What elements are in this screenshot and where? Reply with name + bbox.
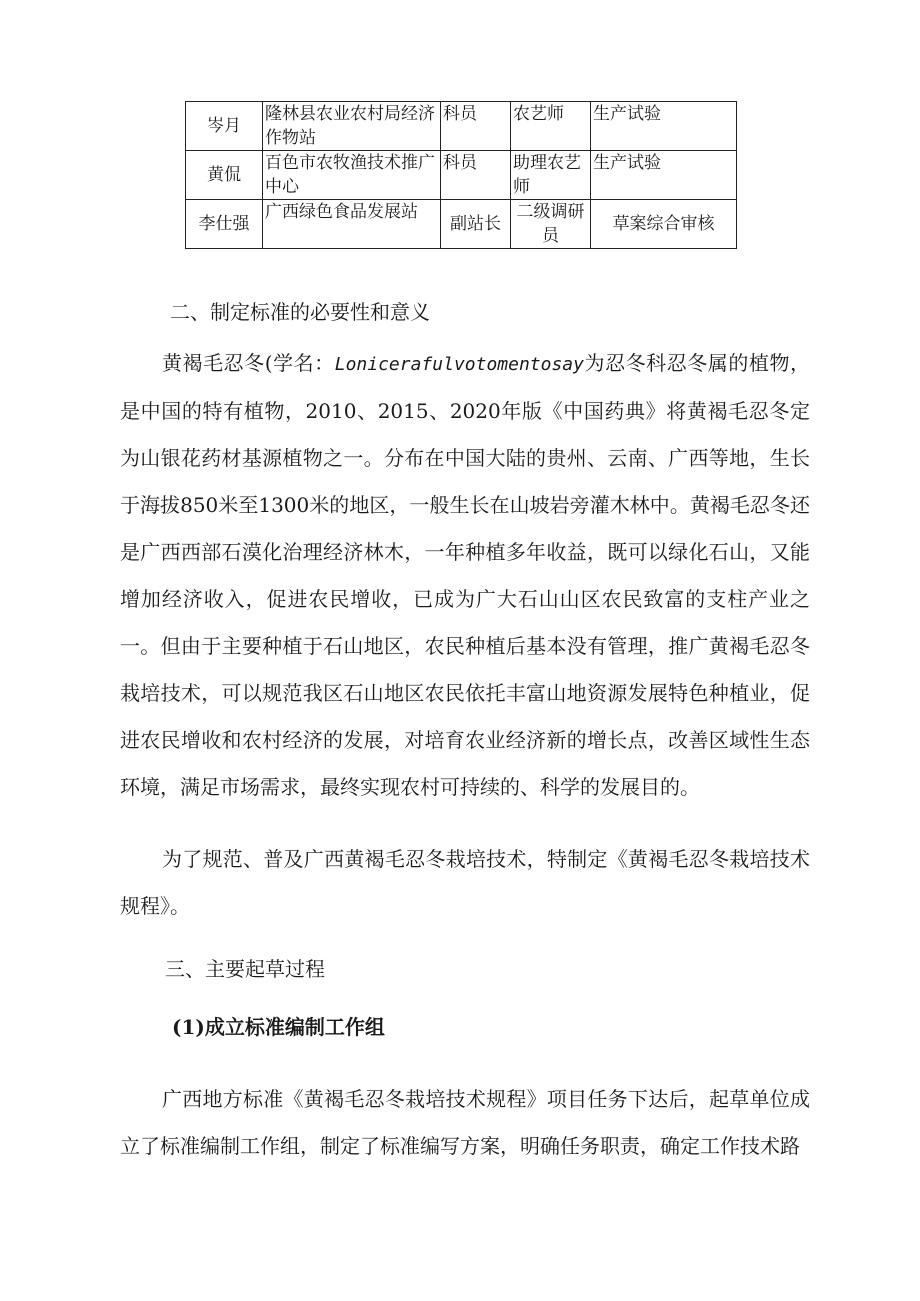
name-cell: 黄侃 [186, 151, 263, 200]
duty-cell: 生产试验 [591, 151, 737, 200]
title-cell: 二级调研员 [511, 200, 591, 249]
title-cell: 农艺师 [511, 102, 591, 151]
staff-table [185, 101, 737, 249]
para1-rest: 为忍冬科忍冬属的植物，是中国的特有植物，2010、2015、2020年版《中国药典》将黄褐毛忍冬定为山银花药材基源植物之一。分布在中国大陆的贵州、云南、广西等地，生长于海拔850米至1300米的地区，一般生长在山坡岩旁灌木林中。黄褐毛忍冬还是广西西部石漠化治理经济林木，一年种植多年收益，既可以绿化石山，又能增加经济收入，促进农民增收，已成为广大石山山区农民致富的支柱产业之一。但由于主要种植于石山地区，农民种植后基本没有管理，推广黄褐毛忍冬栽培技术，可以规范我区石山地区农民依托丰富山地资源发展特色种植业，促进农民增收和农村经济的发展，对培育农业经济新的增长点，改善区域性生态环境，满足市场需求，最终实现农村可持续的、科学的发展目的。 [120, 351, 810, 799]
table-row [186, 200, 737, 249]
duty-cell: 草案综合审核 [591, 200, 737, 249]
title-cell: 助理农艺师 [511, 151, 591, 200]
latin-name: Lonicerafulvotomentosay [334, 354, 584, 375]
name-cell: 岑月 [186, 102, 263, 151]
org-cell: 隆林县农业农村局经济作物站 [263, 102, 441, 151]
post-cell: 副站长 [441, 200, 511, 249]
name-cell: 李仕强 [186, 200, 263, 249]
section-3-heading: 三、主要起草过程 [165, 957, 325, 981]
duty-cell: 生产试验 [591, 102, 737, 151]
post-cell: 科员 [441, 151, 511, 200]
org-cell: 广西绿色食品发展站 [263, 200, 441, 249]
subsection-1-heading: (1)成立标准编制工作组 [172, 1015, 385, 1039]
table-row [186, 151, 737, 200]
post-cell: 科员 [441, 102, 511, 151]
org-cell: 百色市农牧渔技术推广中心 [263, 151, 441, 200]
para1-prefix: 黄褐毛忍冬(学名： [162, 351, 335, 375]
section-3-paragraph: 广西地方标准《黄褐毛忍冬栽培技术规程》项目任务下达后，起草单位成立了标准编制工作组，制定了标准编写方案，明确任务职责，确定工作技术路 [120, 1087, 810, 1158]
section-2-heading: 二、制定标准的必要性和意义 [170, 300, 430, 324]
section-2-paragraph-1 [120, 340, 810, 811]
section-2-paragraph-2: 为了规范、普及广西黄褐毛忍冬栽培技术，特制定《黄褐毛忍冬栽培技术规程》。 [120, 847, 810, 918]
table-row [186, 102, 737, 151]
